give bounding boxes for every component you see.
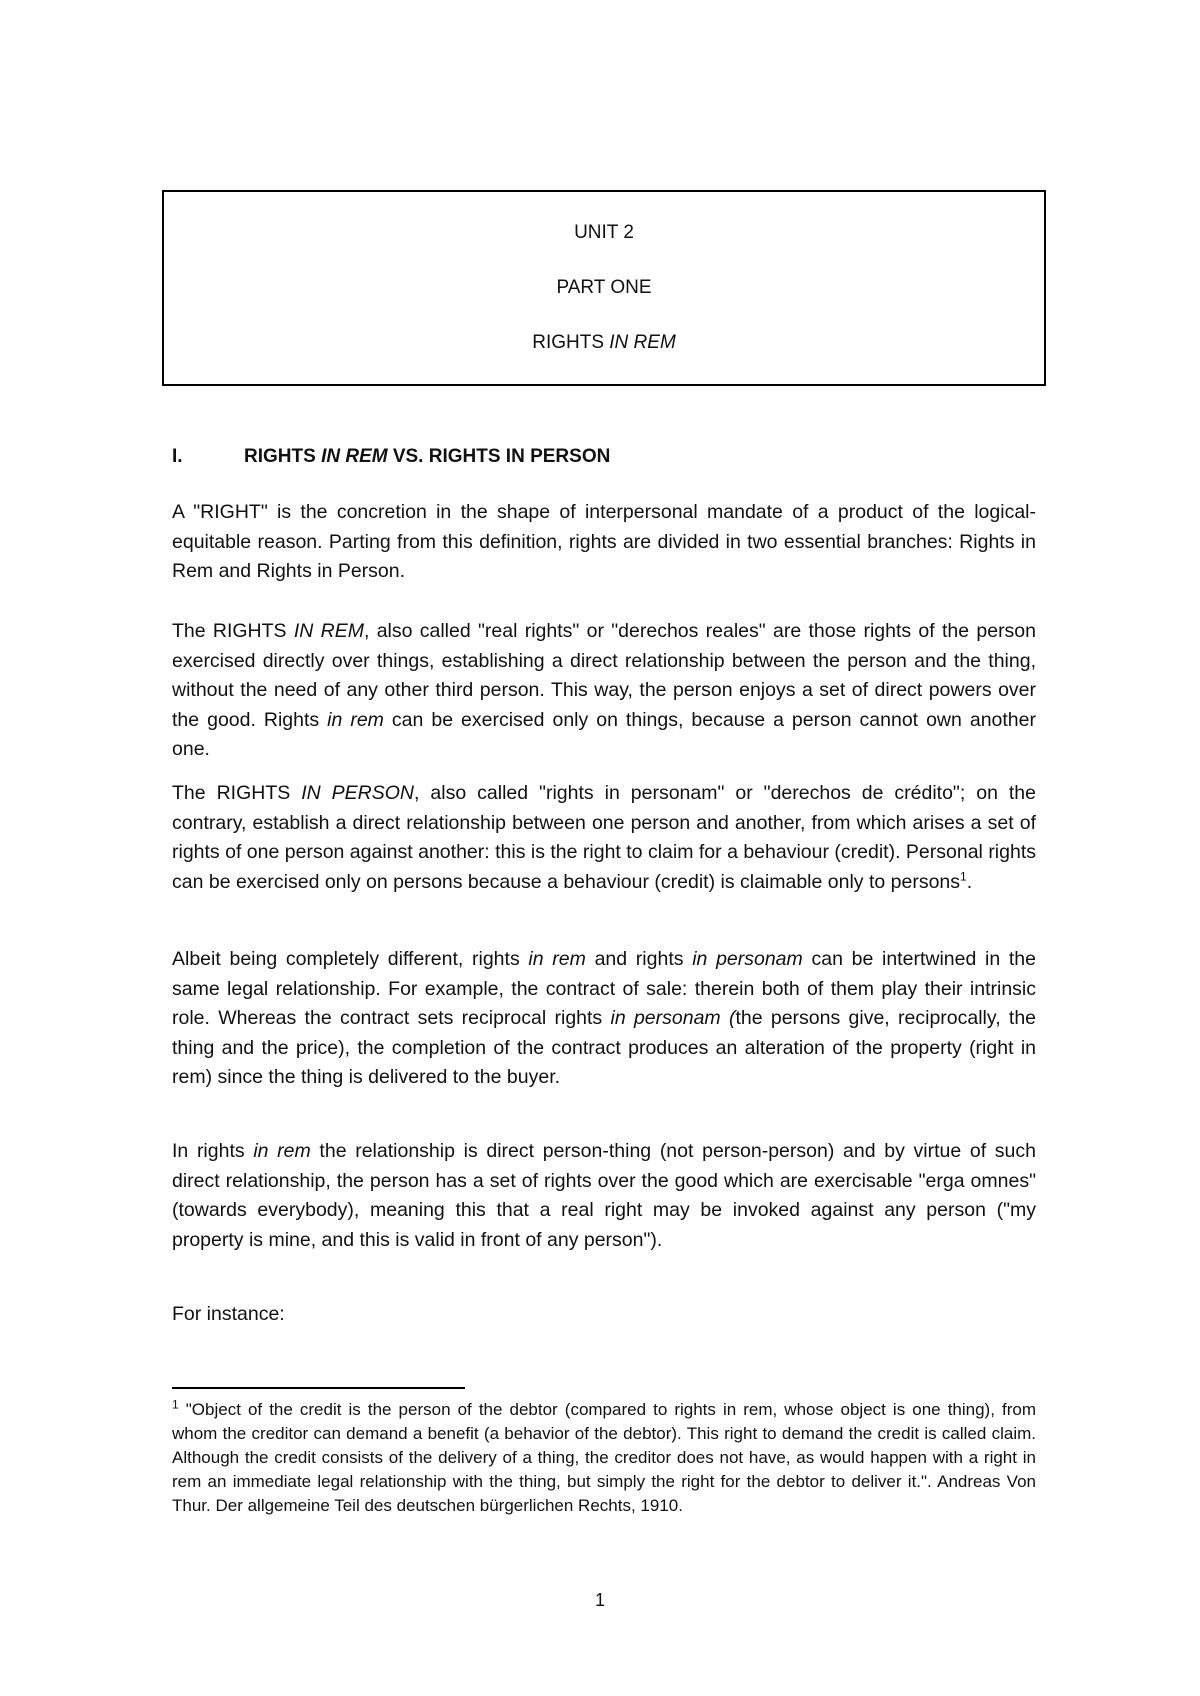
paragraph-erga-omnes	[172, 1137, 1036, 1255]
italic-run: in personam (	[610, 1007, 736, 1029]
unit-label: UNIT 2	[574, 222, 634, 243]
page-number: 1	[594, 1590, 605, 1610]
footnote-marker: 1	[172, 1397, 179, 1412]
text-run: can be exercised only on things, because a person cannot own another one.	[172, 708, 1036, 760]
unit-title-italic: IN REM	[609, 332, 676, 353]
italic-run: in rem	[253, 1140, 311, 1162]
section-heading	[172, 446, 610, 468]
paragraph-right-definition: A "RIGHT" is the concretion in the shape of interpersonal mandate of a product of the logical-equitable reason. Parting from this definition, rights are divided in two essential branches: Rights in Rem and Rights in Person.	[172, 501, 1036, 582]
italic-run: in rem	[528, 948, 586, 970]
unit-title-box	[162, 190, 1046, 386]
footnote	[172, 1398, 1036, 1518]
text-run: , also called "rights in personam" or "derechos de crédito"; on the contrary, establish a direct relationship between one person and another, from which arises a set of rights of one person against another: this is the right to claim for a behaviour (credit). Personal rights can be exercised only on persons because a behaviour (credit) is claimable only to persons	[172, 782, 1036, 893]
text-run: Albeit being completely different, rights	[172, 948, 529, 970]
italic-run: in rem	[327, 708, 384, 731]
text-run: and rights	[585, 948, 693, 970]
text-run: the persons give, reciprocally, the thing and the price), the completion of the contract produces an alteration of the property (right in rem) since the thing is delivered to the buyer.	[172, 1007, 1037, 1088]
text-run: , also called "real rights" or "derechos reales" are those rights of the person exercised directly over things, establishing a direct relationship between the person and the thing, without the need of any other third person. This way, the person enjoys a set of direct powers over the good. Rights	[172, 620, 1036, 731]
italic-run: in personam	[692, 948, 803, 970]
paragraph-rights-in-rem	[172, 617, 1036, 765]
text-run: In rights	[172, 1140, 254, 1162]
heading-part1: RIGHTS	[244, 446, 322, 467]
footnote-reference[interactable]: 1	[960, 869, 967, 883]
text-run: The RIGHTS	[172, 620, 294, 642]
heading-italic: IN REM	[321, 446, 388, 467]
italic-run: IN PERSON	[301, 782, 415, 804]
part-label: PART ONE	[556, 277, 652, 298]
paragraph-intertwined-rights	[172, 945, 1036, 1093]
section-number: I.	[172, 446, 183, 467]
italic-run: IN REM	[293, 620, 364, 642]
unit-title-plain: RIGHTS	[532, 332, 610, 353]
footnote-separator	[172, 1387, 465, 1389]
heading-part2: VS. RIGHTS IN PERSON	[387, 446, 611, 467]
text-run: The RIGHTS	[172, 782, 302, 804]
footnote-text: "Object of the credit is the person of the debtor (compared to rights in rem, whose object is one thing), from whom the creditor can demand a benefit (a behavior of the debtor). This right to demand the credit is called claim. Although the credit consists of the delivery of a thing, the creditor does not have, as would happen with a right in rem an immediate legal relationship with the thing, but simply the right for the debtor to deliver it.". Andreas Von Thur.	[172, 1400, 1036, 1515]
text-run: the relationship is direct person-thing (not person-person) and by virtue of such direct relationship, the person has a set of rights over the good which are exercisable "erga omnes" (towards everybody), meaning this that a real right may be invoked against any person ("my property is mine, and this is valid in front of any person").	[172, 1140, 1036, 1251]
paragraph-for-instance: For instance:	[172, 1303, 285, 1325]
text-run: can be intertwined in the same legal relationship. For example, the contract of sale: therein both of them play their intrinsic role. Whereas the contract sets reciprocal rights	[172, 948, 1036, 1029]
text-run: .	[966, 870, 973, 893]
unit-title	[164, 332, 1044, 354]
footnote-source: Der allgemeine Teil des deutschen bürgerlichen Rechts, 1910.	[215, 1496, 683, 1515]
paragraph-rights-in-person	[172, 779, 1036, 897]
